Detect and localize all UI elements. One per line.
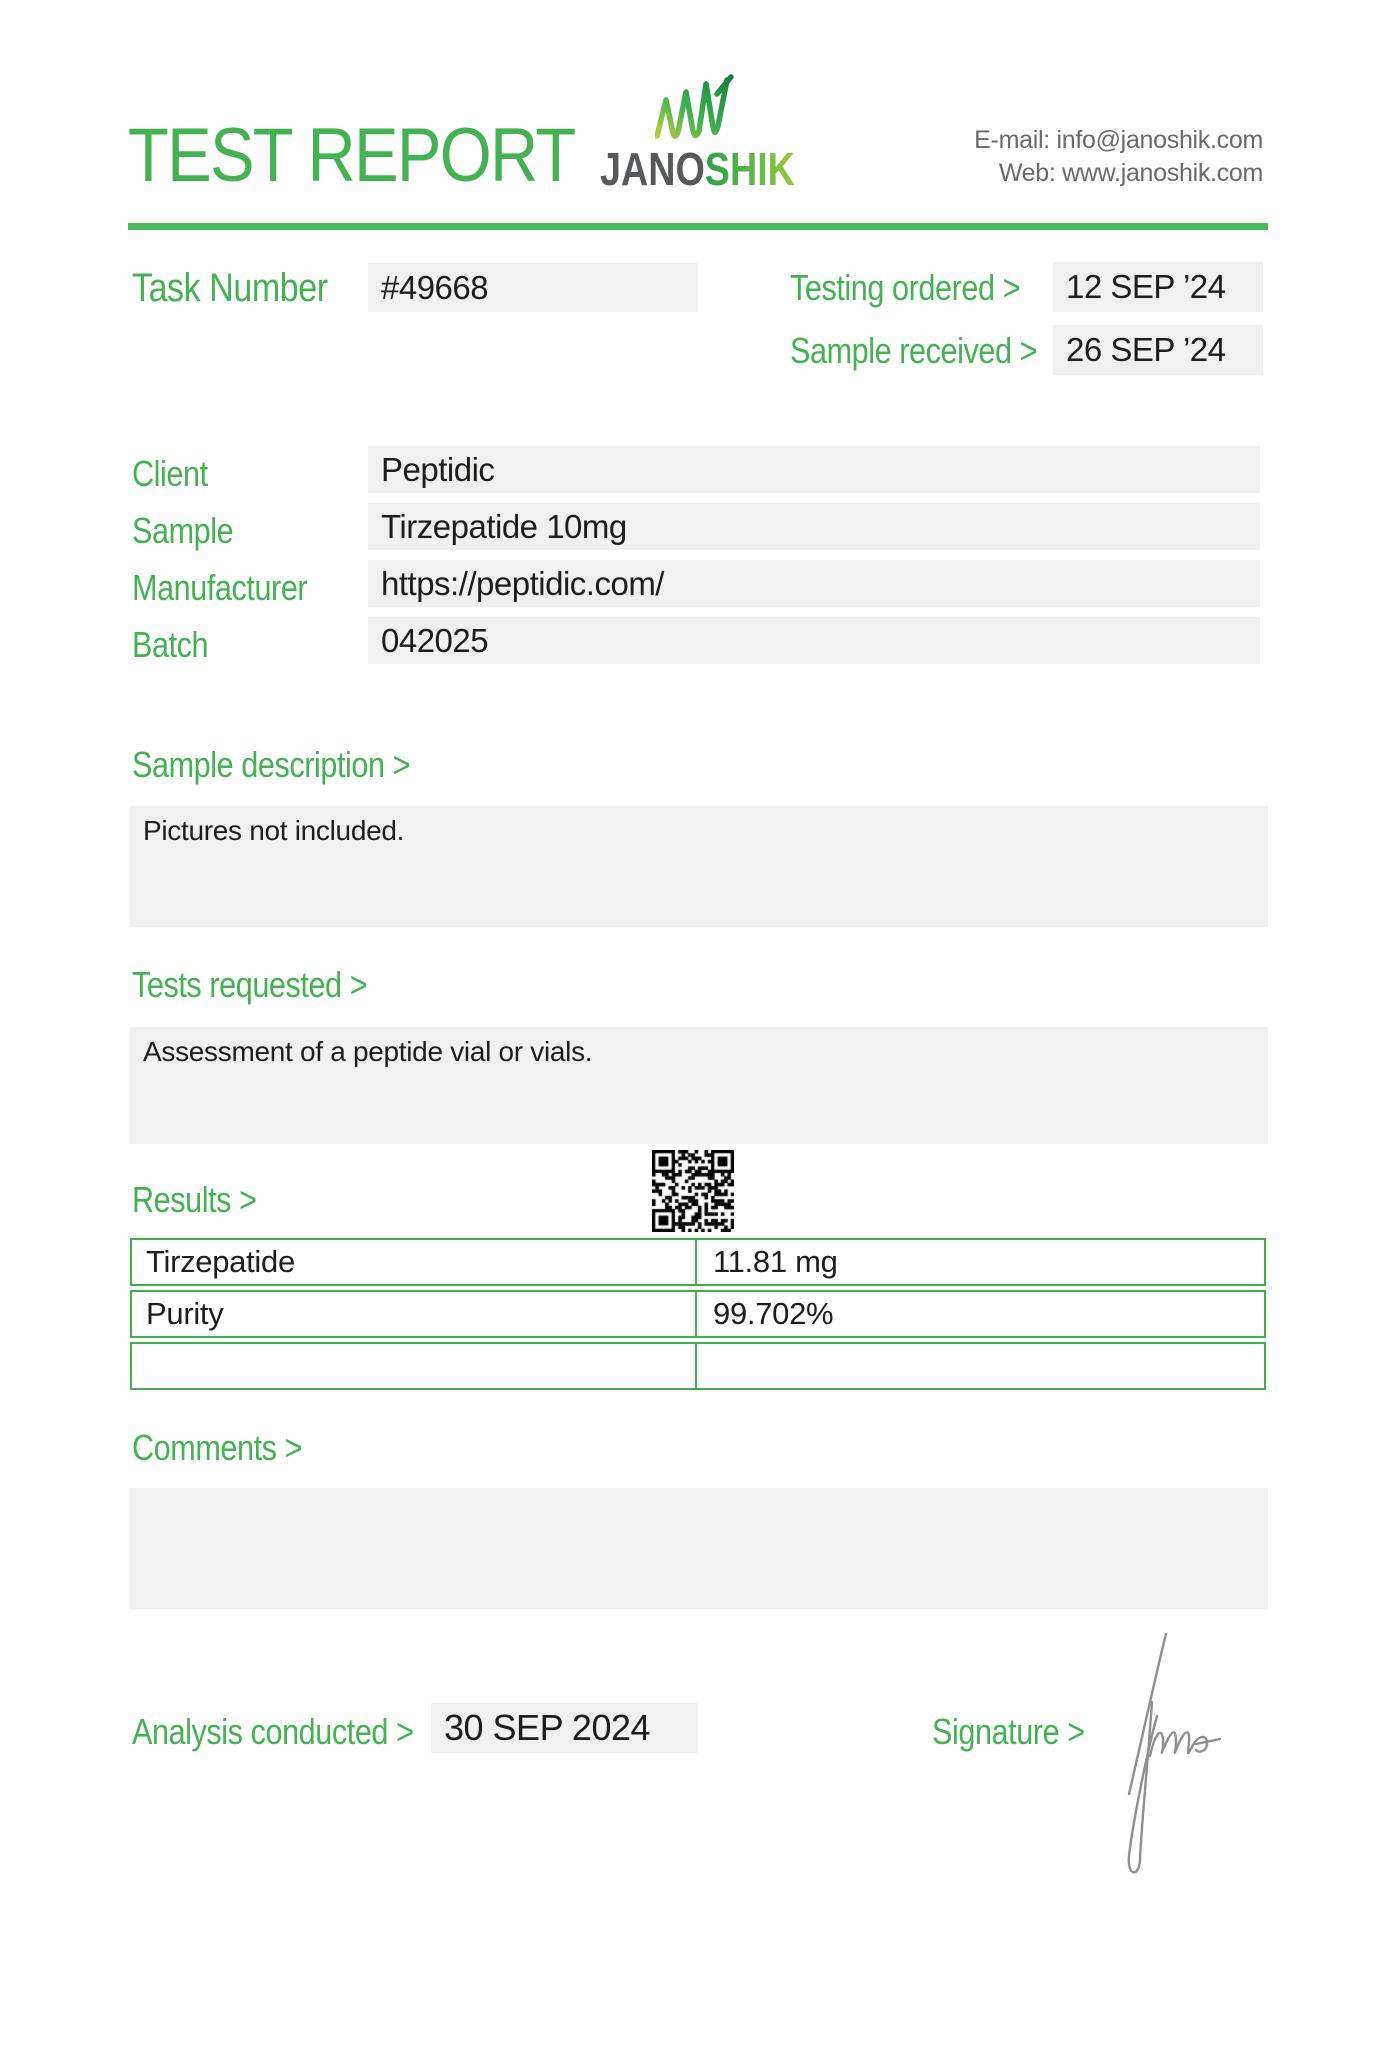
- brand-prefix: JANO: [600, 143, 705, 195]
- sample-label: Sample: [132, 510, 234, 551]
- testing-ordered-date: 12 SEP ’24: [1053, 262, 1263, 312]
- analysis-conducted-label: Analysis conducted >: [132, 1711, 414, 1752]
- tests-requested-box: Assessment of a peptide vial or vials.: [130, 1027, 1268, 1144]
- header-divider: [128, 223, 1268, 230]
- sample-description-box: Pictures not included.: [130, 806, 1268, 927]
- manufacturer-label: Manufacturer: [132, 567, 308, 608]
- signature-scribble: [1108, 1626, 1243, 1886]
- client-label: Client: [132, 453, 208, 494]
- result-name: Purity: [132, 1292, 697, 1336]
- signature-label: Signature >: [932, 1711, 1085, 1752]
- results-heading: Results >: [132, 1179, 257, 1220]
- batch-label: Batch: [132, 624, 209, 665]
- result-name: Tirzepatide: [132, 1240, 697, 1284]
- result-value: 99.702%: [713, 1296, 834, 1331]
- result-value: [697, 1344, 1264, 1388]
- sample-description-heading: Sample description >: [132, 744, 411, 785]
- page-title: TEST REPORT: [128, 113, 575, 198]
- table-row: [130, 1290, 1266, 1338]
- comments-heading: Comments >: [132, 1427, 303, 1468]
- result-name: [132, 1344, 697, 1388]
- task-number-value: #49668: [368, 263, 698, 312]
- contact-email[interactable]: E-mail: info@janoshik.com: [974, 126, 1263, 154]
- client-value: Peptidic: [368, 446, 1260, 493]
- logo-chart-icon: [655, 70, 735, 144]
- sample-received-label: Sample received >: [790, 330, 1038, 371]
- results-table: [130, 1238, 1266, 1394]
- brand-wordmark: [600, 143, 795, 195]
- result-value: 11.81 mg: [713, 1244, 838, 1279]
- batch-value: 042025: [368, 617, 1260, 664]
- manufacturer-value[interactable]: https://peptidic.com/: [368, 560, 1260, 607]
- sample-received-date: 26 SEP ’24: [1053, 325, 1263, 375]
- contact-web[interactable]: Web: www.janoshik.com: [998, 159, 1263, 187]
- analysis-date: 30 SEP 2024: [431, 1703, 698, 1753]
- table-row: [130, 1342, 1266, 1390]
- task-number-label: Task Number: [132, 266, 328, 310]
- qr-code: [652, 1150, 734, 1232]
- sample-value: Tirzepatide 10mg: [368, 503, 1260, 550]
- comments-box: [130, 1488, 1268, 1609]
- table-row: [130, 1238, 1266, 1286]
- tests-requested-heading: Tests requested >: [132, 964, 368, 1005]
- contact-block: [974, 124, 1263, 190]
- brand-suffix: SHIK: [704, 143, 795, 195]
- testing-ordered-label: Testing ordered >: [790, 267, 1021, 308]
